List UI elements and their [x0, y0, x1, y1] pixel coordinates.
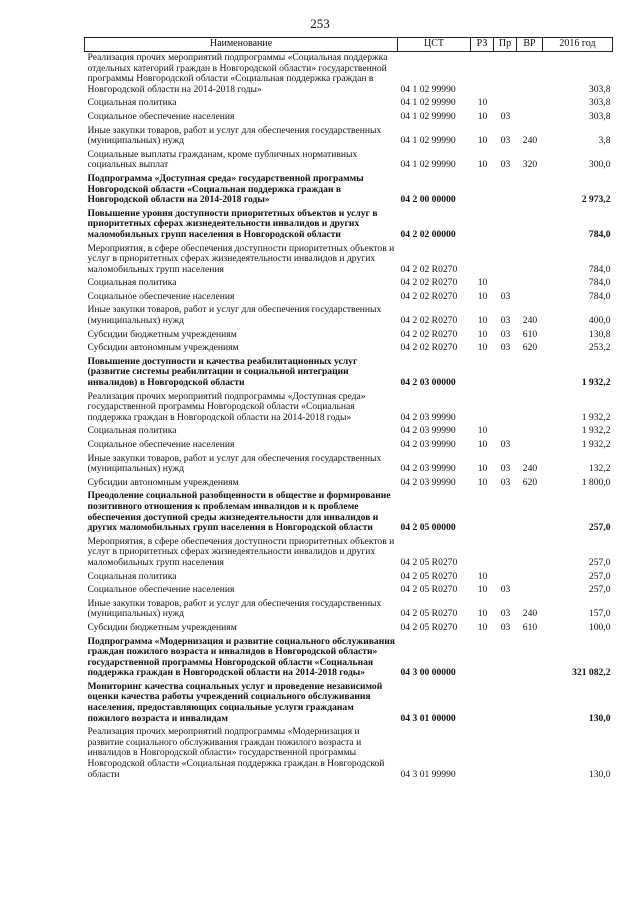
cell-vr: 240	[522, 135, 538, 147]
cell-cst: 04 2 05 R0270	[400, 570, 458, 582]
cell-name: Повышение доступности и качества реабилитационных услуг (развитие системы реабилитации и социальной интеграции инвалидов) в Новгородской области	[87, 355, 358, 389]
cell-name: Мероприятия, в сфере обеспечения доступности приоритетных объектов и услуг в приоритетных сферах жизнедеятельности инвалидов и других маломобильных групп населения	[87, 242, 395, 275]
cell-cst: 04 3 00 00000	[400, 667, 456, 679]
cell-cst: 04 1 02 99990	[400, 83, 456, 95]
cell-sum: 257,0	[588, 556, 611, 568]
cell-vr: 620	[522, 476, 538, 488]
table-row	[85, 439, 613, 453]
cell-pr	[494, 726, 517, 782]
cell-cst: 04 2 02 R0270	[400, 263, 458, 275]
cell-sum: 321 082,2	[572, 667, 611, 679]
cell-sum: 300,0	[588, 159, 611, 171]
cell-vr: 240	[522, 315, 538, 327]
cell-name: Реализация прочих мероприятий подпрограммы «Доступная среда» государственной программы Новгородской области «Социальная поддержка граждан в Новгородской области на 2014-2018 годы»	[87, 390, 366, 423]
cell-sum: 303,8	[588, 110, 611, 122]
table-row	[85, 622, 613, 636]
cell-vr: 320	[522, 159, 538, 171]
cell-rz: 10	[477, 342, 488, 354]
cell-name: Социальное обеспечение населения	[87, 439, 235, 450]
cell-sum: 157,0	[588, 608, 611, 620]
table-row	[85, 598, 613, 622]
table-row	[85, 243, 613, 278]
cell-cst: 04 2 02 00000	[400, 228, 456, 240]
cell-rz: 10	[477, 97, 488, 109]
cell-cst: 04 2 02 R0270	[400, 328, 458, 340]
cell-rz: 10	[477, 135, 488, 147]
table-header	[85, 38, 613, 52]
cell-vr	[517, 97, 543, 111]
cell-sum: 784,0	[588, 228, 611, 240]
cell-sum: 1 932,2	[581, 377, 611, 389]
cell-sum: 303,8	[588, 97, 611, 109]
table-row	[85, 125, 613, 149]
cell-rz: 10	[477, 476, 488, 488]
cell-rz	[471, 173, 494, 208]
cell-name: Социальные выплаты гражданам, кроме публичных нормативных социальных выплат	[87, 148, 358, 171]
cell-vr	[517, 391, 543, 426]
header-sum: 2016 год	[543, 38, 613, 52]
table-row	[85, 425, 613, 439]
cell-vr	[517, 536, 543, 571]
cell-name: Субсидии автономным учреждениям	[87, 476, 239, 488]
cell-vr	[517, 584, 543, 598]
cell-vr: 240	[522, 608, 538, 620]
header-rz: РЗ	[471, 38, 494, 52]
cell-vr	[517, 291, 543, 305]
cell-vr	[517, 111, 543, 125]
cell-name: Иные закупки товаров, работ и услуг для обеспечения государственных (муниципальных) нужд	[87, 124, 382, 147]
cell-rz	[471, 52, 494, 98]
cell-cst: 04 2 05 R0270	[400, 584, 458, 596]
cell-sum: 784,0	[588, 263, 611, 275]
cell-name: Социальная политика	[87, 277, 177, 289]
cell-pr: 03	[500, 290, 511, 302]
cell-name: Мониторинг качества социальных услуг и проведение независимой оценки качества работы учреждений социального обслуживания населения, предоставляющих социальные услуги гражданам пожилого возраста и инвалидам	[87, 680, 383, 724]
cell-cst: 04 2 02 R0270	[400, 342, 458, 354]
table-row	[85, 208, 613, 243]
cell-pr: 03	[500, 463, 511, 475]
cell-name: Подпрограмма «Доступная среда» государственной программы Новгородской области «Социальная поддержка граждан в Новгородской области на 2014-2018 годы»	[87, 172, 364, 206]
cell-pr: 03	[500, 315, 511, 327]
cell-name: Субсидии бюджетным учреждениям	[87, 328, 237, 340]
table-row	[85, 391, 613, 426]
cell-sum: 257,0	[588, 570, 611, 582]
cell-vr	[517, 636, 543, 681]
cell-pr: 03	[500, 608, 511, 620]
cell-cst: 04 1 02 99990	[400, 159, 456, 171]
cell-pr	[494, 636, 517, 681]
cell-sum: 130,0	[588, 712, 611, 724]
cell-pr	[494, 490, 517, 535]
cell-pr: 03	[500, 135, 511, 147]
cell-pr	[494, 208, 517, 243]
cell-pr: 03	[500, 584, 511, 596]
cell-vr	[517, 173, 543, 208]
cell-pr: 03	[500, 439, 511, 450]
cell-rz: 10	[477, 328, 488, 340]
cell-name: Социальное обеспечение населения	[87, 110, 235, 122]
cell-pr	[494, 173, 517, 208]
table-row	[85, 453, 613, 477]
cell-cst: 04 2 02 R0270	[400, 315, 458, 327]
cell-sum: 3,8	[598, 135, 611, 147]
cell-vr	[517, 425, 543, 439]
cell-sum: 1 932,2	[581, 439, 611, 450]
cell-rz	[471, 243, 494, 278]
table-row	[85, 536, 613, 571]
table-row	[85, 584, 613, 598]
table-row	[85, 571, 613, 585]
cell-rz	[471, 490, 494, 535]
cell-sum: 1 932,2	[581, 425, 611, 437]
cell-rz: 10	[477, 110, 488, 122]
cell-vr: 610	[522, 621, 538, 633]
cell-pr	[494, 536, 517, 571]
cell-cst: 04 2 03 99990	[400, 411, 456, 423]
cell-pr	[494, 681, 517, 726]
cell-vr	[517, 243, 543, 278]
header-pr: Пр	[494, 38, 517, 52]
cell-sum: 400,0	[588, 315, 611, 327]
cell-rz	[471, 208, 494, 243]
cell-sum: 253,2	[588, 342, 611, 354]
cell-cst: 04 2 03 99990	[400, 463, 456, 475]
cell-sum: 130,0	[588, 768, 611, 780]
cell-sum: 130,8	[588, 328, 611, 340]
cell-pr: 03	[500, 342, 511, 354]
table-row	[85, 52, 613, 98]
cell-pr	[494, 277, 517, 291]
header-name: Наименование	[85, 38, 398, 52]
cell-cst: 04 2 03 99990	[400, 476, 456, 488]
cell-vr	[517, 681, 543, 726]
cell-rz: 10	[477, 621, 488, 633]
cell-cst: 04 2 03 99990	[400, 439, 456, 450]
cell-sum: 303,8	[588, 83, 611, 95]
cell-cst: 04 2 05 R0270	[400, 556, 458, 568]
cell-rz	[471, 356, 494, 391]
cell-vr: 610	[522, 328, 538, 340]
cell-pr	[494, 425, 517, 439]
cell-name: Иные закупки товаров, работ и услуг для обеспечения государственных (муниципальных) нужд	[87, 304, 382, 327]
cell-pr: 03	[500, 159, 511, 171]
cell-sum: 1 800,0	[581, 476, 611, 488]
table-row	[85, 356, 613, 391]
cell-rz: 10	[477, 159, 488, 171]
cell-pr: 03	[500, 328, 511, 340]
cell-name: Социальная политика	[87, 97, 177, 109]
cell-cst: 04 1 02 99990	[400, 135, 456, 147]
cell-name: Социальное обеспечение населения	[87, 584, 235, 596]
cell-cst: 04 2 05 R0270	[400, 621, 458, 633]
cell-cst: 04 2 03 99990	[400, 425, 456, 437]
cell-rz: 10	[477, 425, 488, 437]
budget-table	[84, 37, 613, 782]
cell-cst: 04 2 02 R0270	[400, 290, 458, 302]
cell-rz: 10	[477, 439, 488, 450]
cell-vr: 620	[522, 342, 538, 354]
cell-cst: 04 2 05 00000	[400, 522, 456, 534]
table-row	[85, 342, 613, 356]
cell-vr	[517, 571, 543, 585]
table-row	[85, 173, 613, 208]
header-cst: ЦСТ	[398, 38, 471, 52]
cell-cst: 04 1 02 99990	[400, 97, 456, 109]
cell-vr: 240	[522, 463, 538, 475]
cell-cst: 04 1 02 99990	[400, 110, 456, 122]
cell-name: Субсидии бюджетным учреждениям	[87, 621, 237, 633]
cell-name: Мероприятия, в сфере обеспечения доступности приоритетных объектов и услуг в приоритетных сферах жизнедеятельности инвалидов и других маломобильных групп населения	[87, 535, 395, 568]
cell-pr: 03	[500, 476, 511, 488]
cell-sum: 1 932,2	[581, 411, 611, 423]
cell-name: Социальная политика	[87, 425, 177, 437]
cell-sum: 132,2	[588, 463, 611, 475]
table-row	[85, 304, 613, 328]
cell-vr	[517, 356, 543, 391]
header-vr: ВР	[517, 38, 543, 52]
cell-cst: 04 3 01 00000	[400, 712, 456, 724]
cell-name: Реализация прочих мероприятий подпрограммы «Модернизация и развитие социального обслуживания граждан пожилого возраста и инвалидов в Новгородской области» государственной программы Новгородской области «Социальная поддержка граждан в Новгородской области	[87, 726, 385, 780]
table-row	[85, 97, 613, 111]
cell-name: Субсидии автономным учреждениям	[87, 342, 239, 354]
page-number: 253	[310, 16, 330, 31]
cell-name: Преодоление социальной разобщенности в обществе и формирование позитивного отношения к проблемам инвалидов и к проблеме обеспечения доступной среды жизнедеятельности для инвалидов и других маломобильных групп населения в Новгородской области	[87, 490, 391, 534]
table-row	[85, 149, 613, 173]
table-body	[85, 52, 613, 783]
cell-name: Повышение уровня доступности приоритетных объектов и услуг в приоритетных сферах жизнедеятельности инвалидов и других маломобильных групп населения в Новгородской области	[87, 207, 378, 240]
cell-name: Иные закупки товаров, работ и услуг для обеспечения государственных (муниципальных) нужд	[87, 452, 382, 475]
cell-rz: 10	[477, 290, 488, 302]
cell-vr	[517, 52, 543, 98]
cell-cst: 04 3 01 99990	[400, 768, 456, 780]
cell-rz	[471, 536, 494, 571]
table-row	[85, 111, 613, 125]
table-row	[85, 636, 613, 681]
cell-sum: 784,0	[588, 290, 611, 302]
table-row	[85, 726, 613, 782]
cell-name: Социальная политика	[87, 570, 177, 582]
cell-pr	[494, 391, 517, 426]
cell-rz: 10	[477, 570, 488, 582]
table-row	[85, 490, 613, 535]
cell-rz	[471, 681, 494, 726]
cell-sum: 257,0	[588, 522, 611, 534]
cell-pr: 03	[500, 621, 511, 633]
cell-rz	[471, 391, 494, 426]
cell-rz	[471, 726, 494, 782]
cell-rz	[471, 636, 494, 681]
table-row	[85, 291, 613, 305]
cell-name: Иные закупки товаров, работ и услуг для обеспечения государственных (муниципальных) нужд	[87, 597, 382, 620]
cell-vr	[517, 439, 543, 453]
cell-pr	[494, 356, 517, 391]
cell-rz: 10	[477, 315, 488, 327]
table-row	[85, 277, 613, 291]
table-row	[85, 681, 613, 726]
cell-vr	[517, 208, 543, 243]
cell-pr: 03	[500, 110, 511, 122]
cell-vr	[517, 490, 543, 535]
cell-vr	[517, 277, 543, 291]
cell-cst: 04 2 03 00000	[400, 377, 456, 389]
cell-pr	[494, 571, 517, 585]
cell-cst: 04 2 00 00000	[400, 194, 456, 206]
cell-pr	[494, 52, 517, 98]
cell-sum: 100,0	[588, 621, 611, 633]
cell-vr	[517, 726, 543, 782]
cell-sum: 2 973,2	[581, 194, 611, 206]
cell-sum: 784,0	[588, 277, 611, 289]
table-row	[85, 477, 613, 491]
cell-pr	[494, 97, 517, 111]
cell-rz: 10	[477, 463, 488, 475]
cell-name: Социальное обеспечение населения	[87, 290, 235, 302]
cell-pr	[494, 243, 517, 278]
cell-cst: 04 2 05 R0270	[400, 608, 458, 620]
cell-rz: 10	[477, 608, 488, 620]
cell-rz: 10	[477, 584, 488, 596]
table-row	[85, 329, 613, 343]
cell-cst: 04 2 02 R0270	[400, 277, 458, 289]
cell-name: Реализация прочих мероприятий подпрограммы «Социальная поддержка отдельных категорий граждан в Новгородской области» государственной программы Новгородской области «Социальная поддержка граждан в Новгородской области на 2014-2018 годы»	[87, 52, 388, 95]
cell-sum: 257,0	[588, 584, 611, 596]
cell-rz: 10	[477, 277, 488, 289]
cell-name: Подпрограмма «Модернизация и развитие социального обслуживания граждан пожилого возраста и инвалидов в Новгородской области» государственной программы Новгородской области «Социальная поддержка граждан в Новгородской области на 2014-2018 годы»	[87, 635, 395, 679]
